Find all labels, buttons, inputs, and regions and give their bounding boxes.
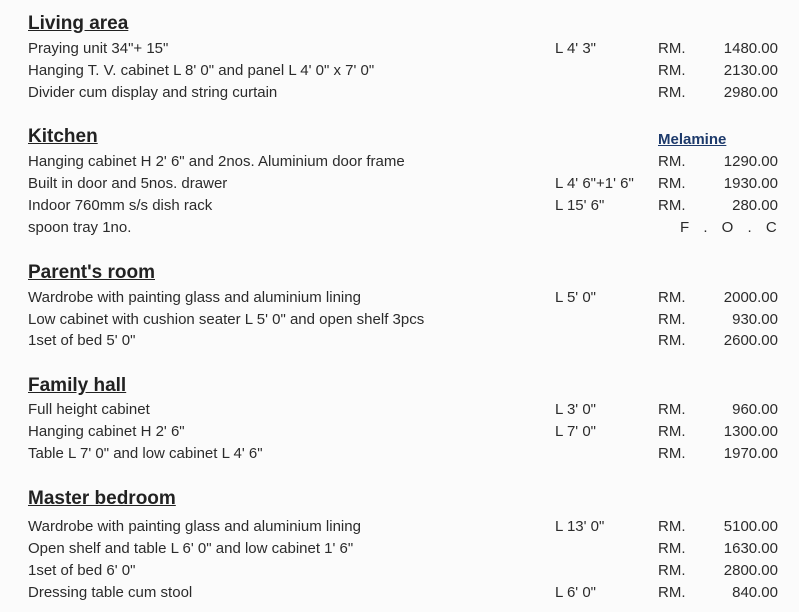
item-amount: 280.00 [732,197,778,214]
item-currency: RM. [658,84,686,101]
item-amount: 2130.00 [723,62,778,79]
item-description: Hanging cabinet H 2' 6" [28,423,185,440]
item-description: Praying unit 34"+ 15" [28,40,169,57]
item-description: Full height cabinet [28,401,150,418]
item-amount: 2980.00 [723,84,778,101]
item-currency: RM. [658,401,686,418]
item-amount: 960.00 [732,401,778,418]
item-currency: RM. [658,518,686,535]
item-dimension: L 7' 0" [555,423,596,440]
item-description: Low cabinet with cushion seater L 5' 0" and open shelf 3pcs [28,311,425,328]
item-currency: RM. [658,332,686,349]
list-item [28,83,788,103]
list-item [28,331,788,351]
section-title-living-area: Living area [28,13,129,34]
item-description: Hanging cabinet H 2' 6" and 2nos. Aluminium door frame [28,153,405,170]
list-item [28,152,788,172]
list-item [28,174,788,194]
item-amount: 1480.00 [723,40,778,57]
item-amount: 1630.00 [723,540,778,557]
item-dimension: L 6' 0" [555,584,596,601]
list-item [28,39,788,59]
item-description: Hanging T. V. cabinet L 8' 0" and panel L 4' 0" x 7' 0" [28,62,375,79]
item-dimension: L 13' 0" [555,518,605,535]
list-item [28,400,788,420]
item-amount: 1300.00 [723,423,778,440]
item-description: Dressing table cum stool [28,584,193,601]
section-title-family-hall: Family hall [28,375,127,396]
item-amount: 1290.00 [723,153,778,170]
item-currency: RM. [658,562,686,579]
item-currency: RM. [658,197,686,214]
section-title-kitchen: Kitchen [28,126,98,147]
section-title-master-bedroom: Master bedroom [28,488,176,509]
item-description: Divider cum display and string curtain [28,84,278,101]
item-dimension: L 15' 6" [555,197,605,214]
item-description: Wardrobe with painting glass and aluminium lining [28,289,361,306]
item-description: Built in door and 5nos. drawer [28,175,228,192]
item-currency: RM. [658,175,686,192]
item-currency: RM. [658,40,686,57]
item-description: 1set of bed 5' 0" [28,332,136,349]
item-currency: RM. [658,540,686,557]
item-currency: RM. [658,584,686,601]
item-amount: 2600.00 [723,332,778,349]
list-item [28,310,788,330]
item-dimension: L 4' 3" [555,40,596,57]
item-dimension: L 3' 0" [555,401,596,418]
item-amount: 930.00 [732,311,778,328]
material-header-melamine: Melamine [658,131,727,148]
list-item [28,422,788,442]
list-item [28,561,788,581]
item-currency: RM. [658,445,686,462]
item-amount: 1930.00 [723,175,778,192]
free-of-charge-label: F . O . C [680,219,782,236]
item-amount: 2000.00 [723,289,778,306]
item-description: Table L 7' 0" and low cabinet L 4' 6" [28,445,263,462]
item-currency: RM. [658,311,686,328]
item-description: Wardrobe with painting glass and aluminium lining [28,518,361,535]
list-item [28,539,788,559]
list-item [28,517,788,537]
item-currency: RM. [658,153,686,170]
list-item [28,196,788,216]
item-description: 1set of bed 6' 0" [28,562,136,579]
item-description: Open shelf and table L 6' 0" and low cabinet 1' 6" [28,540,354,557]
list-item [28,444,788,464]
item-dimension: L 4' 6"+1' 6" [555,175,634,192]
item-amount: 5100.00 [723,518,778,535]
item-description: spoon tray 1no. [28,219,132,236]
item-amount: 2800.00 [723,562,778,579]
list-item [28,288,788,308]
item-dimension: L 5' 0" [555,289,596,306]
item-amount: 840.00 [732,584,778,601]
list-item [28,218,788,238]
list-item [28,61,788,81]
item-currency: RM. [658,289,686,306]
item-amount: 1970.00 [723,445,778,462]
item-currency: RM. [658,423,686,440]
item-description: Indoor 760mm s/s dish rack [28,197,213,214]
item-currency: RM. [658,62,686,79]
list-item [28,583,788,603]
section-title-parents-room: Parent's room [28,262,155,283]
